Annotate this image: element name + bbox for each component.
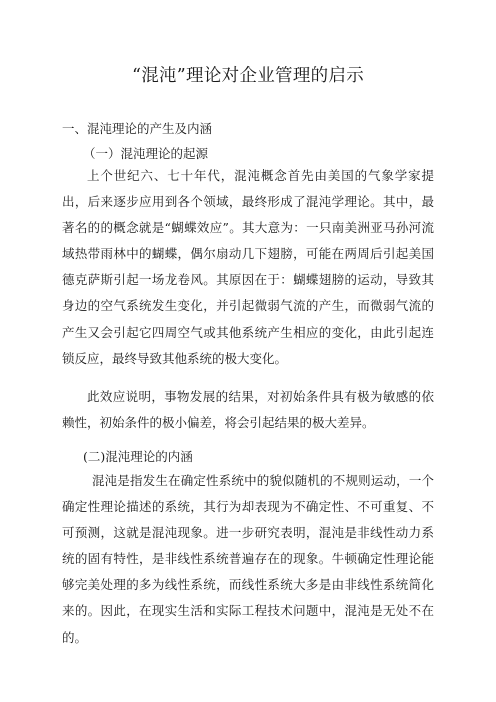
- subsection-heading-meaning: (二)混沌理论的内涵: [83, 449, 193, 464]
- document-title: “混沌”理论对企业管理的启示: [131, 66, 365, 86]
- paragraph-chaos-definition: 混沌是指发生在确定性系统中的貌似随机的不规则运动，一个确定性理论描述的系统，其行为却表现为不确定性、不可重复、不可预测，这就是混沌现象。进一步研究表明，混沌是非线性动力系统的固有特性，是非线性系统普遍存在的现象。牛顿确定性理论能够完美处理的多为线性系统，而线性系统大多是由非线性系统简化来的。因此，在现实生活和实际工程技术问题中，混沌是无处不在的。: [62, 473, 434, 645]
- paragraph-butterfly-effect: 上个世纪六、七十年代，混沌概念首先由美国的气象学家提出，后来逐步应用到各个领域，最终形成了混沌学理论。其中，最著名的的概念就是“蝴蝶效应”。其大意为：一只南美洲亚马孙河流域热带雨林中的蝴蝶，偶尔扇动几下翅膀，可能在两周后引起美国德克萨斯引起一场龙卷风。其原因在于：蝴蝶翅膀的运动，导致其身边的空气系统发生变化，并引起微弱气流的产生，而微弱气流的产生又会引起它四周空气或其他系统产生相应的变化，由此引起连锁反应，最终导致其他系统的极大变化。: [62, 168, 434, 366]
- subsection-heading-origin: （一）混沌理论的起源: [83, 146, 209, 161]
- paragraph-initial-conditions: 此效应说明，事物发展的结果，对初始条件具有极为敏感的依赖性，初始条件的极小偏差，将会引起结果的极大差异。: [62, 389, 434, 431]
- section-heading-origin-and-meaning: 一、混沌理论的产生及内涵: [62, 121, 213, 136]
